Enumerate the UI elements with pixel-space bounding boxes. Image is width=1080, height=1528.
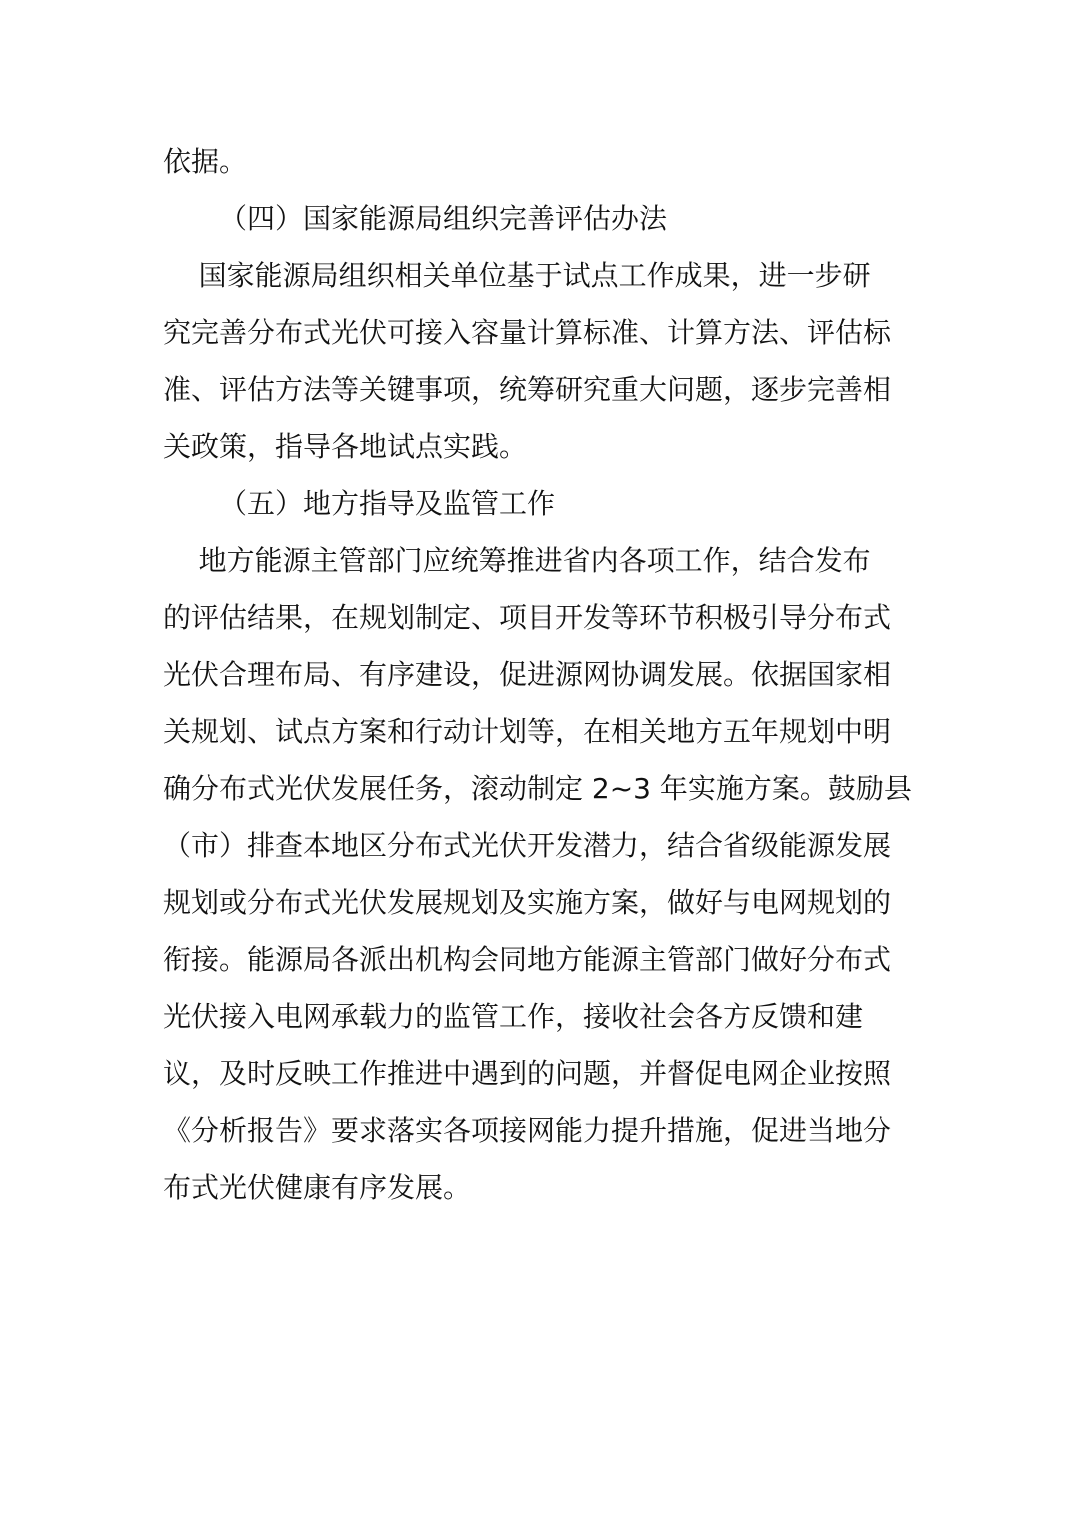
text-line: 准、评估方法等关键事项，统筹研究重大问题，逐步完善相 [163,373,892,406]
text-line: 究完善分布式光伏可接入容量计算标准、计算方法、评估标 [163,316,892,349]
text-line: 光伏接入电网承载力的监管工作，接收社会各方反馈和建 [163,1000,864,1033]
text-line: 关规划、试点方案和行动计划等，在相关地方五年规划中明 [163,715,892,748]
section-heading-5: （五）地方指导及监管工作 [219,487,556,520]
text-line: 地方能源主管部门应统筹推进省内各项工作，结合发布 [163,544,871,577]
text-line: （市）排查本地区分布式光伏开发潜力，结合省级能源发展 [163,829,892,862]
document-page [163,133,917,1216]
text-line: 《分析报告》要求落实各项接网能力提升措施，促进当地分 [163,1114,892,1147]
text-line: 光伏合理布局、有序建设，促进源网协调发展。依据国家相 [163,658,892,691]
text-line: 依据。 [163,145,248,178]
text-line: 国家能源局组织相关单位基于试点工作成果，进一步研 [163,259,871,292]
text-line: 布式光伏健康有序发展。 [163,1171,472,1204]
text-line: 的评估结果，在规划制定、项目开发等环节积极引导分布式 [163,601,892,634]
text-line: 关政策，指导各地试点实践。 [163,430,528,463]
text-line: 确分布式光伏发展任务，滚动制定 2~3 年实施方案。鼓励县 [163,772,912,805]
text-line: 议，及时反映工作推进中遇到的问题，并督促电网企业按照 [163,1057,892,1090]
text-line: 衔接。能源局各派出机构会同地方能源主管部门做好分布式 [163,943,892,976]
text-line: 规划或分布式光伏发展规划及实施方案，做好与电网规划的 [163,886,892,919]
section-heading-4: （四）国家能源局组织完善评估办法 [219,202,668,235]
